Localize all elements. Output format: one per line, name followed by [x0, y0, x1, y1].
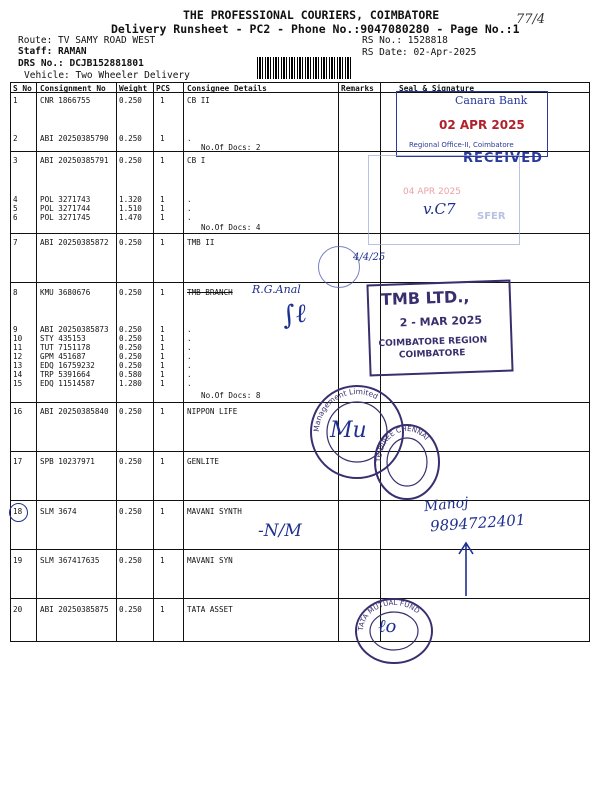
- row-separator: [10, 402, 590, 403]
- nippon-ring-text: Management Limited: [311, 386, 380, 433]
- row-pcs: 1: [160, 361, 165, 370]
- tmb-signature: ∫ℓ: [280, 298, 309, 332]
- row-consignment: ABI 20250385791: [40, 156, 109, 165]
- col-header-consignee: Consignee Details: [187, 84, 267, 93]
- canara-stamp-date: 02 APR 2025: [439, 118, 525, 132]
- row-pcs: 1: [160, 156, 165, 165]
- row-weight: 0.250: [119, 352, 142, 361]
- row-separator: [10, 549, 590, 550]
- row-weight: 0.250: [119, 457, 142, 466]
- company-name: THE PROFESSIONAL COURIERS, COIMBATORE: [183, 8, 440, 22]
- row-pcs: 1: [160, 605, 165, 614]
- row-consignee: .: [187, 204, 192, 213]
- row-consignment: TRP 5391664: [40, 370, 91, 379]
- col-header-weight: Weight: [119, 84, 148, 93]
- row-sno: 3: [13, 156, 18, 165]
- row-pcs: 1: [160, 507, 165, 516]
- arrow-up-icon: [456, 540, 476, 598]
- row-weight: 0.250: [119, 238, 142, 247]
- row-pcs: 1: [160, 370, 165, 379]
- col-header-consignment: Consignment No: [40, 84, 106, 93]
- row-pcs: 1: [160, 204, 165, 213]
- chennai-round-stamp: [372, 422, 442, 502]
- docs-count: No.Of Docs: 4: [201, 223, 261, 232]
- col-divider-4: [183, 82, 184, 642]
- row-pcs: 1: [160, 343, 165, 352]
- row-consignee: MAVANI SYN: [187, 556, 233, 565]
- row-consignee: TATA ASSET: [187, 605, 233, 614]
- row-consignee: TMB BRANCH: [187, 288, 233, 297]
- row-pcs: 1: [160, 379, 165, 388]
- received-stamp-text: RECEIVED: [463, 151, 543, 166]
- table-top-border: [10, 82, 590, 83]
- row-consignment: ABI 20250385872: [40, 238, 109, 247]
- row-weight: 0.250: [119, 156, 142, 165]
- row-consignee: .: [187, 361, 192, 370]
- col-header-seal: Seal & Signature: [399, 84, 475, 93]
- row-separator: [10, 500, 590, 501]
- row-sno: 12: [13, 352, 23, 361]
- tmb-stamp: [366, 280, 513, 377]
- docs-count: No.Of Docs: 8: [201, 391, 261, 400]
- row-pcs: 1: [160, 134, 165, 143]
- canara-office: Regional Office-II, Coimbatore: [409, 141, 514, 149]
- initial-signature: v.C7: [423, 200, 456, 218]
- docs-count: No.Of Docs: 2: [201, 143, 261, 152]
- row-sno: 4: [13, 195, 18, 204]
- row-pcs: 1: [160, 238, 165, 247]
- row-pcs: 1: [160, 325, 165, 334]
- row-sno: 17: [13, 457, 23, 466]
- handwritten-date: 4/4/25: [353, 252, 386, 263]
- svg-text:TE DIREE CHENNAI: [375, 425, 430, 463]
- row-separator: [10, 598, 590, 599]
- row-sno: 15: [13, 379, 23, 388]
- row-pcs: 1: [160, 334, 165, 343]
- row-consignment: POL 3271743: [40, 195, 91, 204]
- col-header-remarks: Remarks: [341, 84, 374, 93]
- row-consignment: TUT 7151178: [40, 343, 91, 352]
- row-consignee: .: [187, 134, 192, 143]
- tata-ring-text: TATA MUTUAL FUND: [356, 598, 422, 632]
- canara-bank-stamp: [396, 91, 548, 157]
- row-weight: 0.250: [119, 96, 142, 105]
- row-pcs: 1: [160, 556, 165, 565]
- tmb-stamp-date: 2 - MAR 2025: [399, 313, 483, 330]
- row-consignee: GENLITE: [187, 457, 220, 466]
- row-sno: 8: [13, 288, 18, 297]
- row-consignment: CNR 1866755: [40, 96, 91, 105]
- drs-number: DRS No.: DCJB152881801: [18, 58, 144, 69]
- row-consignment: ABI 20250385840: [40, 407, 109, 416]
- row-sno: 20: [13, 605, 23, 614]
- row-consignee: .: [187, 334, 192, 343]
- runsheet-title: Delivery Runsheet - PC2 - Phone No.:9047080280 - Page No.:1: [111, 22, 520, 36]
- row-weight: 0.250: [119, 605, 142, 614]
- sfer-text: SFER: [477, 211, 506, 222]
- row-consignment: KMU 3680676: [40, 288, 91, 297]
- corner-handwritten-note: 77/4: [516, 12, 546, 27]
- row-sno: 13: [13, 361, 23, 370]
- row-pcs: 1: [160, 96, 165, 105]
- row-sno: 2: [13, 134, 18, 143]
- row-weight: 1.510: [119, 204, 142, 213]
- tmb-handwritten-note: R.G.Anal: [252, 283, 301, 296]
- row-consignment: SLM 3674: [40, 507, 77, 516]
- table-left-border: [10, 82, 11, 642]
- row-weight: 1.280: [119, 379, 142, 388]
- row-weight: 0.250: [119, 556, 142, 565]
- row-sno: 19: [13, 556, 23, 565]
- rs-date: RS Date: 02-Apr-2025: [362, 47, 477, 58]
- row-weight: 0.250: [119, 407, 142, 416]
- row-pcs: 1: [160, 407, 165, 416]
- row-consignment: ABI 20250385790: [40, 134, 109, 143]
- row-consignment: ABI 20250385875: [40, 605, 109, 614]
- table-right-border: [589, 82, 590, 642]
- nm-remark: -N/M: [258, 521, 302, 541]
- row-pcs: 1: [160, 213, 165, 222]
- received-stamp-date: 04 APR 2025: [403, 187, 461, 197]
- staff-text: Staff: RAMAN: [18, 46, 87, 57]
- table-bottom-border: [10, 641, 590, 642]
- row-consignment: POL 3271744: [40, 204, 91, 213]
- col-header-sno: S No: [13, 84, 32, 93]
- row-consignee: .: [187, 325, 192, 334]
- row-pcs: 1: [160, 457, 165, 466]
- tmb-stamp-region: COIMBATORE REGION: [378, 335, 488, 350]
- row-consignment: GPM 451687: [40, 352, 86, 361]
- row-weight: 0.250: [119, 343, 142, 352]
- row-consignment: STY 435153: [40, 334, 86, 343]
- tata-signature: ℓo: [378, 616, 397, 637]
- row-consignee: .: [187, 343, 192, 352]
- row-weight: 0.250: [119, 507, 142, 516]
- col-header-pcs: PCS: [156, 84, 171, 93]
- row-consignee: NIPPON LIFE: [187, 407, 238, 416]
- row-consignee: .: [187, 370, 192, 379]
- canara-bank-name: Canara Bank: [455, 94, 528, 107]
- row-pcs: 1: [160, 288, 165, 297]
- chennai-ring-text: TE DIREE CHENNAI: [374, 424, 431, 463]
- row-consignee: MAVANI SYNTH: [187, 507, 242, 516]
- row-consignee: .: [187, 195, 192, 204]
- rs-number: RS No.: 1528818: [362, 35, 448, 46]
- row-sno: 1: [13, 96, 18, 105]
- row-weight: 0.250: [119, 325, 142, 334]
- row-consignment: SLM 367417635: [40, 556, 100, 565]
- row-sno: 9: [13, 325, 18, 334]
- nippon-signature: Mu: [330, 418, 367, 443]
- col-divider-3: [153, 82, 154, 642]
- row-consignee: TMB II: [187, 238, 215, 247]
- row-weight: 0.250: [119, 134, 142, 143]
- tmb-stamp-name: TMB LTD.,: [380, 286, 470, 310]
- row-sno: 7: [13, 238, 18, 247]
- row-weight: 0.250: [119, 334, 142, 343]
- row-consignment: ABI 20250385873: [40, 325, 109, 334]
- row-sno: 10: [13, 334, 23, 343]
- row-weight: 1.320: [119, 195, 142, 204]
- drs-barcode: [257, 57, 353, 79]
- row-sno: 18: [13, 507, 23, 516]
- receiver-phone: 9894722401: [429, 510, 526, 536]
- row-sno: 6: [13, 213, 18, 222]
- row-consignment: EDQ 16759232: [40, 361, 95, 370]
- vehicle-text: Vehicle: Two Wheeler Delivery: [24, 70, 190, 81]
- row-weight: 0.580: [119, 370, 142, 379]
- row-sno: 14: [13, 370, 23, 379]
- row-consignee: CB I: [187, 156, 206, 165]
- row-weight: 1.470: [119, 213, 142, 222]
- row-consignment: POL 3271745: [40, 213, 91, 222]
- row-separator: [10, 451, 590, 452]
- row-pcs: 1: [160, 352, 165, 361]
- row-pcs: 1: [160, 195, 165, 204]
- row-weight: 0.250: [119, 288, 142, 297]
- receiver-signature: Manoj: [423, 494, 470, 516]
- col-divider-2: [116, 82, 117, 642]
- row-consignee: .: [187, 379, 192, 388]
- row-consignment: EDQ 11514587: [40, 379, 95, 388]
- row-consignee: .: [187, 352, 192, 361]
- col-divider-5: [338, 82, 339, 642]
- row-sno: 5: [13, 204, 18, 213]
- tmb-stamp-city: COIMBATORE: [398, 348, 466, 361]
- row-weight: 0.250: [119, 361, 142, 370]
- row-consignee: .: [187, 213, 192, 222]
- sno-circle-mark: [9, 503, 28, 522]
- route-text: Route: TV SAMY ROAD WEST: [18, 35, 156, 46]
- col-divider-1: [36, 82, 37, 642]
- row-consignee: CB II: [187, 96, 210, 105]
- row-consignment: SPB 10237971: [40, 457, 95, 466]
- row-sno: 16: [13, 407, 23, 416]
- row-sno: 11: [13, 343, 23, 352]
